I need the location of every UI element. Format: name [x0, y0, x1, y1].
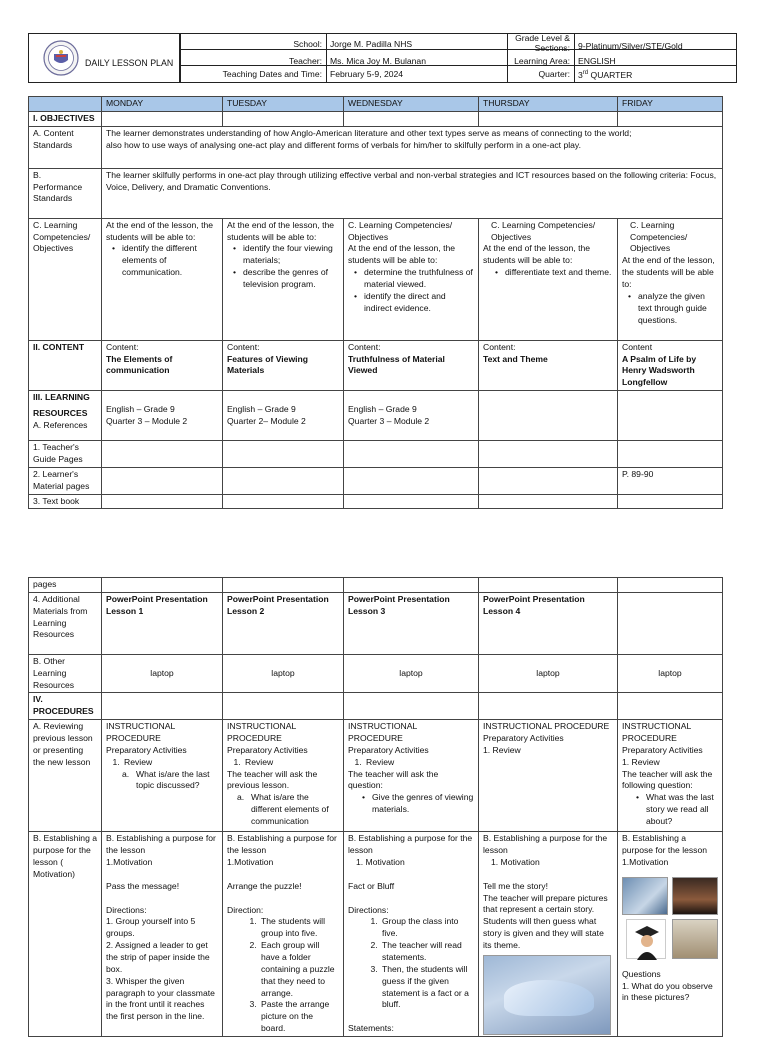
quarter-label: Quarter: [538, 69, 570, 79]
graduate-icon [627, 920, 667, 960]
other-friday: laptop [618, 654, 723, 693]
other-resources-label: B. Other Learning Resources [29, 654, 102, 693]
objectives-heading: I. OBJECTIVES [29, 111, 102, 126]
performance-standards-text: The learner skilfully performs in one-act play through utilizing effective verbal and non-verbal strategies and ICT resources based on the following criteria: Focus, Voice, Delivery, and Dramatic Conventions. [102, 168, 723, 218]
additional-monday: PowerPoint Presentation Lesson 1 [102, 592, 223, 654]
additional-materials-row [29, 592, 723, 654]
other-wednesday: laptop [344, 654, 479, 693]
glass-slipper-picture [483, 955, 611, 1035]
school-value: Jorge M. Padilla NHS [330, 39, 413, 49]
day-thursday: THURSDAY [479, 97, 618, 112]
motivation-monday: B. Establishing a purpose for the lesson 1.Motivation Pass the message! Directions: 1. Group yourself into 5 groups. 2. Assigned a leader to get the strip of paper inside the box. 3. Whisper the given paragraph to your classmate in the front until it reaches the first person in the line. [102, 832, 223, 1037]
additional-wednesday: PowerPoint Presentation Lesson 3 [344, 592, 479, 654]
textbook-pages-label: pages [29, 578, 102, 593]
other-resources-row [29, 654, 723, 693]
day-wednesday: WEDNESDAY [344, 97, 479, 112]
learning-resources-label: III. LEARNING RESOURCES A. References [29, 391, 102, 441]
content-thursday: Content: Text and Theme [479, 340, 618, 390]
motivation-thursday: B. Establishing a purpose for the lesson 1. Motivation Tell me the story! The teacher will prepare pictures that represent a certain story. Students will then guess what story is given and they will state its theme. [479, 832, 618, 1037]
other-tuesday: laptop [223, 654, 344, 693]
other-monday: laptop [102, 654, 223, 693]
header-info [180, 34, 736, 82]
family-picture [672, 919, 718, 959]
content-tuesday: Content: Features of Viewing Materials [223, 340, 344, 390]
motivation-label: B. Establishing a purpose for the lesson ( Motivation) [29, 832, 102, 1037]
other-thursday: laptop [479, 654, 618, 693]
references-row [29, 391, 723, 441]
learning-area-value: ENGLISH [578, 56, 616, 66]
competencies-label: C. Learning Competencies/ Objectives [29, 218, 102, 340]
references-monday: English – Grade 9 Quarter 3 – Module 2 [102, 391, 223, 441]
additional-thursday: PowerPoint Presentation Lesson 4 [479, 592, 618, 654]
additional-tuesday: PowerPoint Presentation Lesson 2 [223, 592, 344, 654]
performance-standards-label: B. Performance Standards [29, 168, 102, 218]
lesson-table-part-2 [28, 577, 723, 1037]
learners-material-row [29, 467, 723, 494]
motivation-row [29, 832, 723, 1037]
motivation-wednesday: B. Establishing a purpose for the lesson 1. Motivation Fact or Bluff Directions: 1. Group the class into five. 2. The teacher will read statements. 3. Then, the students will guess if the given statement is a fact or a bluff. Statements: [344, 832, 479, 1037]
reviewing-friday: INSTRUCTIONAL PROCEDURE Preparatory Activities 1. Review The teacher will ask the following question: • What was the last story we read all about? [618, 720, 723, 832]
performance-standards-row [29, 168, 723, 218]
content-heading: II. CONTENT [29, 340, 102, 390]
reviewing-wednesday: INSTRUCTIONAL PROCEDURE Preparatory Activities 1. Review The teacher will ask the question: • Give the genres of viewing materials. [344, 720, 479, 832]
document-title: DAILY LESSON PLAN [85, 58, 174, 68]
teacher-value: Ms. Mica Joy M. Bulanan [330, 56, 426, 66]
textbook-pages-row [29, 578, 723, 593]
dates-value: February 5-9, 2024 [330, 69, 404, 79]
content-monday: Content: The Elements of communication [102, 340, 223, 390]
reviewing-label: A. Reviewing previous lesson or presenting the new lesson [29, 720, 102, 832]
grade-label: Grade Level & Sections: [515, 33, 570, 54]
day-tuesday: TUESDAY [223, 97, 344, 112]
teachers-guide-row [29, 441, 723, 468]
learners-material-label: 2. Learner's Material pages [29, 467, 102, 494]
content-friday: Content A Psalm of Life by Henry Wadsworth Longfellow [618, 340, 723, 390]
reviewing-row [29, 720, 723, 832]
textbook-label: 3. Text book [29, 494, 102, 509]
teachers-guide-label: 1. Teacher's Guide Pages [29, 441, 102, 468]
quarter-value: 3rd QUARTER [578, 69, 633, 80]
motivation-tuesday: B. Establishing a purpose for the lesson 1.Motivation Arrange the puzzle! Direction: 1. The students will group into five. 2. Each group will have a folder containing a puzzle that they need to arrange. 3. Paste the arrange picture on the board. [223, 832, 344, 1037]
textbook-row [29, 494, 723, 509]
competencies-row [29, 218, 723, 340]
learning-area-label: Learning Area: [514, 56, 570, 66]
procedures-heading-row [29, 693, 723, 720]
competencies-monday: At the end of the lesson, the students will be able to: • identify the different elements of communication. [102, 218, 223, 340]
content-standards-label: A. Content Standards [29, 126, 102, 168]
logo-cell [29, 34, 180, 82]
content-row [29, 340, 723, 390]
learners-material-friday: P. 89-90 [618, 467, 723, 494]
teacher-label: Teacher: [289, 56, 322, 66]
day-monday: MONDAY [102, 97, 223, 112]
competencies-thursday: C. Learning Competencies/ Objectives At the end of the lesson, the students will be able to: • differentiate text and theme. [479, 218, 618, 340]
reviewing-monday: INSTRUCTIONAL PROCEDURE Preparatory Activities 1. Review a. What is/are the last topic discussed? [102, 720, 223, 832]
school-label: School: [293, 39, 322, 49]
blank-header-cell [29, 97, 102, 112]
dates-label: Teaching Dates and Time: [222, 69, 322, 79]
procedures-heading: IV. PROCEDURES [29, 693, 102, 720]
motivation-friday: B. Establishing a purpose for the lesson 1.Motivation Questions 1. What do you observe in these pictures? [618, 832, 723, 1037]
lesson-plan-header [28, 33, 737, 83]
deped-seal-icon [43, 40, 79, 76]
objectives-heading-row [29, 111, 723, 126]
story-pictures [622, 877, 718, 961]
competencies-wednesday: C. Learning Competencies/ Objectives At the end of the lesson, the students will be able to: • determine the truthfulness of material viewed. • identify the direct and indirect evidence. [344, 218, 479, 340]
graduate-picture [626, 919, 666, 959]
lesson-table-part-1 [28, 96, 723, 509]
money-picture [622, 877, 668, 915]
grade-value: 9-Platinum/Silver/STE/Gold [578, 41, 683, 51]
additional-materials-label: 4. Additional Materials from Learning Resources [29, 592, 102, 654]
day-friday: FRIDAY [618, 97, 723, 112]
references-wednesday: English – Grade 9 Quarter 3 – Module 2 [344, 391, 479, 441]
content-wednesday: Content: Truthfulness of Material Viewed [344, 340, 479, 390]
competencies-tuesday: At the end of the lesson, the students will be able to: • identify the four viewing materials; • describe the genres of television program. [223, 218, 344, 340]
competencies-friday: C. Learning Competencies/ Objectives At the end of the lesson, the students will be able to: • analyze the given text through guide questions. [618, 218, 723, 340]
couple-picture [672, 877, 718, 915]
content-standards-row [29, 126, 723, 168]
days-header-row [29, 97, 723, 112]
reviewing-thursday: INSTRUCTIONAL PROCEDURE Preparatory Activities 1. Review [479, 720, 618, 832]
content-standards-text: The learner demonstrates understanding of how Anglo-American literature and other text types serve as means of connecting to the world; also how to use ways of analysing one-act play and different forms of verbals for him/her to skilfully perform in a one-act play. [102, 126, 723, 168]
reviewing-tuesday: INSTRUCTIONAL PROCEDURE Preparatory Activities 1. Review The teacher will ask the previous lesson. a. What is/are the different elements of communication [223, 720, 344, 832]
references-tuesday: English – Grade 9 Quarter 2– Module 2 [223, 391, 344, 441]
